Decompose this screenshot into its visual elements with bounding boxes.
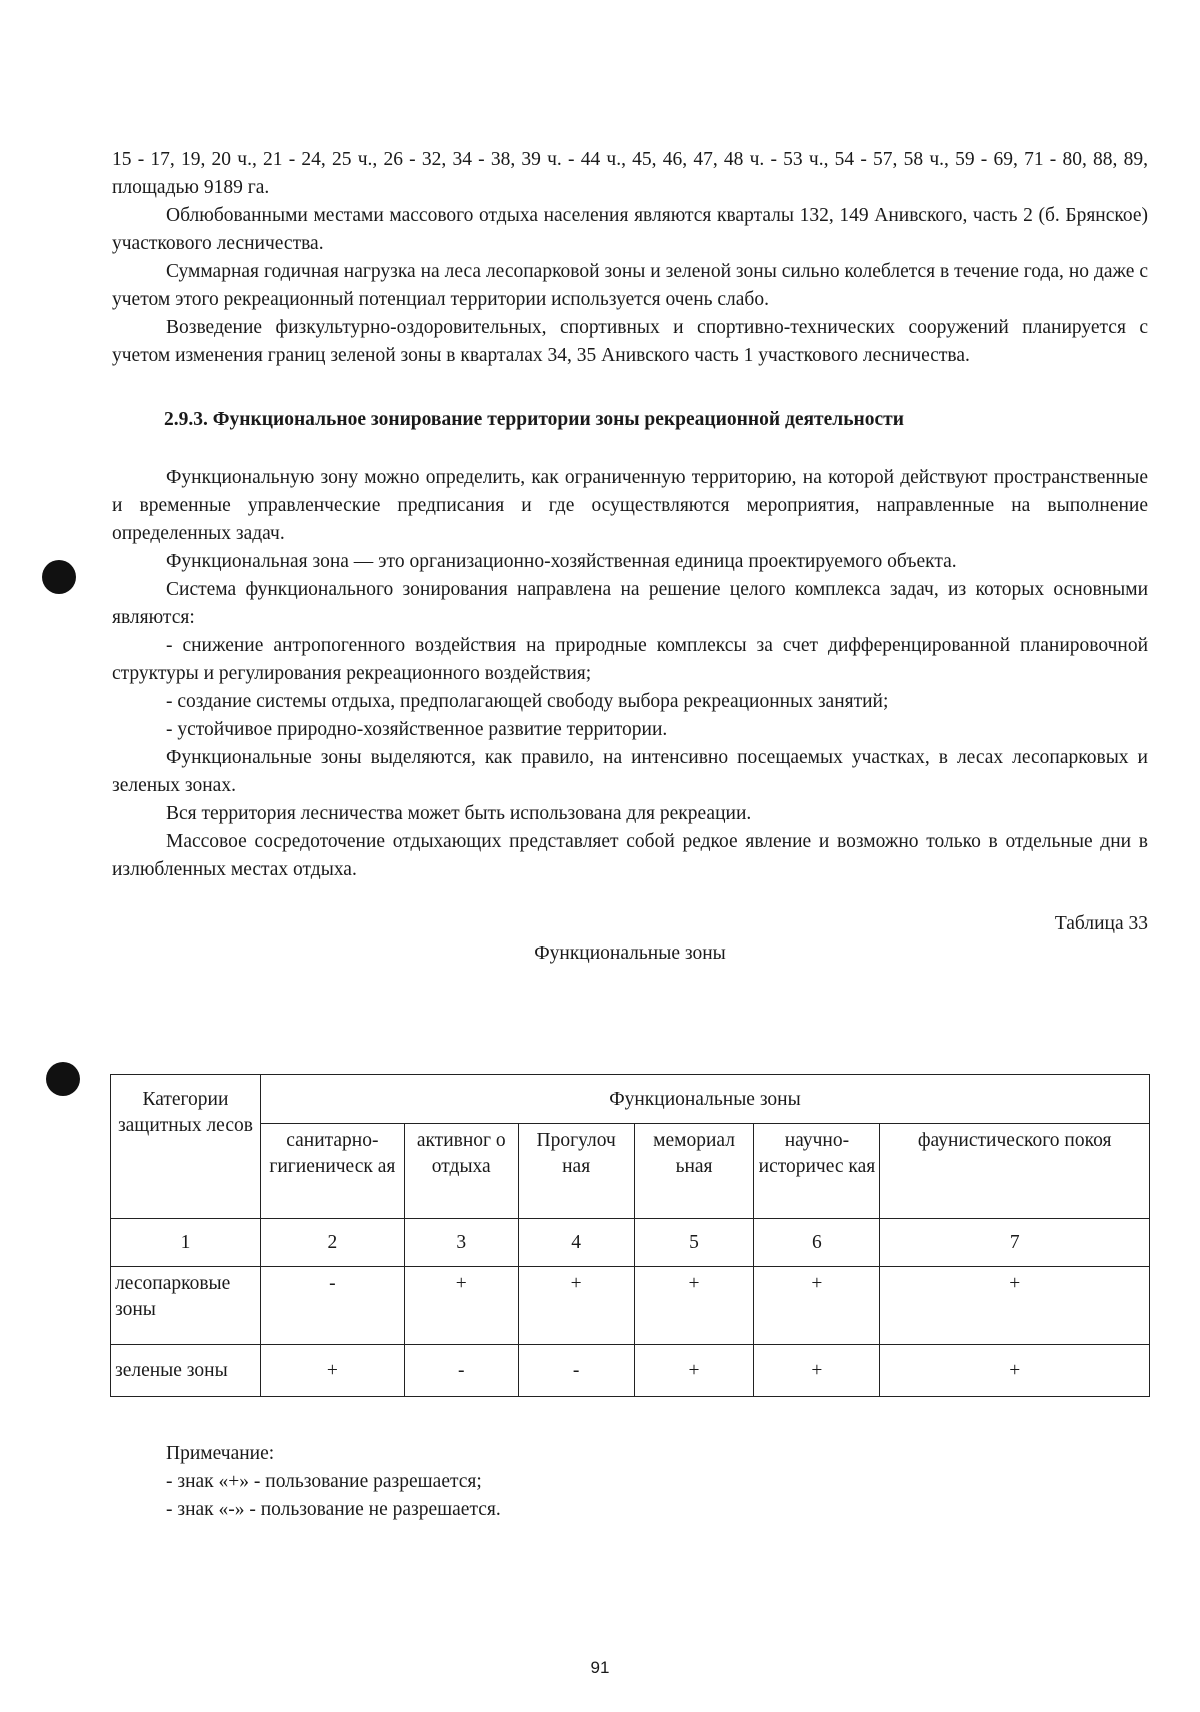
table-cell: + (880, 1345, 1150, 1397)
table-header-row (111, 1075, 1150, 1124)
list-item: - устойчивое природно-хозяйственное развитие территории. (166, 719, 668, 740)
note-title: Примечание: (166, 1443, 275, 1464)
table-title: Функциональные зоны (534, 943, 726, 964)
table-header-cell: мемориал ьная (634, 1124, 754, 1219)
paragraph: Возведение физкультурно-оздоровительных, спортивных и спортивно-технических сооружений планируется с учетом изменения границ зеленой зоны в кварталах 34, 35 Анивского часть 1 участкового лесничества. (112, 317, 1148, 366)
paragraph: Массовое сосредоточение отдыхающих представляет собой редкое явление и возможно только в отдельные дни в излюбленных местах отдыха. (112, 831, 1148, 880)
table-header-cell: Прогулоч ная (518, 1124, 634, 1219)
page-number: 91 (590, 1658, 610, 1677)
table-label: Таблица 33 (1054, 913, 1148, 934)
table-header-row (111, 1124, 1150, 1219)
note-line: - знак «-» - пользование не разрешается. (166, 1499, 501, 1520)
functional-zones-table (110, 1074, 1150, 1397)
table-header-cell: научно-историчес кая (754, 1124, 880, 1219)
table-header-cell: Функциональные зоны (260, 1075, 1149, 1124)
table-cell: + (754, 1345, 880, 1397)
list-item: - создание системы отдыха, предполагающей свободу выбора рекреационных занятий; (166, 691, 889, 712)
table-cell: 2 (260, 1219, 404, 1267)
document-body (112, 146, 1148, 968)
section-heading: 2.9.3. Функциональное зонирование территории зоны рекреационной деятельности (164, 409, 904, 430)
paragraph: Функциональная зона — это организационно-хозяйственная единица проектируемого объекта. (166, 551, 957, 572)
paragraph: Облюбованными местами массового отдыха населения являются кварталы 132, 149 Анивского, часть 2 (б. Брянское) участкового лесничества. (112, 205, 1148, 254)
table-cell: + (880, 1267, 1150, 1345)
table-cell: зеленые зоны (111, 1345, 261, 1397)
paragraph: Суммарная годичная нагрузка на леса лесопарковой зоны и зеленой зоны сильно колеблется в течение года, но даже с учетом этого рекреационный потенциал территории используется очень слабо. (112, 261, 1148, 310)
table-cell: 1 (111, 1219, 261, 1267)
punch-hole-bottom (46, 1062, 80, 1096)
table-cell: + (260, 1345, 404, 1397)
table-cell: - (404, 1345, 518, 1397)
table-cell: 4 (518, 1219, 634, 1267)
table-header-cell: фаунистического покоя (880, 1124, 1150, 1219)
paragraph: Система функционального зонирования направлена на решение целого комплекса задач, из которых основными являются: (112, 579, 1148, 628)
table-cell: 3 (404, 1219, 518, 1267)
table-cell: + (634, 1345, 754, 1397)
table-number-row (111, 1219, 1150, 1267)
paragraph: Функциональные зоны выделяются, как правило, на интенсивно посещаемых участках, в лесах лесопарковых и зеленых зонах. (112, 747, 1148, 796)
paragraph: Вся территория лесничества может быть использована для рекреации. (166, 803, 752, 824)
table-header-cell: санитарно-гигиеническ ая (260, 1124, 404, 1219)
table-cell: 6 (754, 1219, 880, 1267)
table-row (111, 1345, 1150, 1397)
table-row (111, 1267, 1150, 1345)
note-line: - знак «+» - пользование разрешается; (166, 1471, 482, 1492)
paragraph: 15 - 17, 19, 20 ч., 21 - 24, 25 ч., 26 - 32, 34 - 38, 39 ч. - 44 ч., 45, 46, 47, 48 ч. - 53 ч., 54 - 57, 58 ч., 59 - 69, 71 - 80, 88, 89, площадью 9189 га. (112, 149, 1148, 198)
table-cell: - (260, 1267, 404, 1345)
table-cell: + (754, 1267, 880, 1345)
table-header-cell: активног о отдыха (404, 1124, 518, 1219)
paragraph: Функциональную зону можно определить, как ограниченную территорию, на которой действуют пространственные и временные управленческие предписания и где осуществляются мероприятия, направленные на выполнение определенных задач. (112, 467, 1148, 544)
table-cell: + (404, 1267, 518, 1345)
list-item: - снижение антропогенного воздействия на природные комплексы за счет дифференцированной планировочной структуры и регулирования рекреационного воздействия; (112, 635, 1148, 684)
punch-hole-top (42, 560, 76, 594)
table-cell: - (518, 1345, 634, 1397)
table-cell: 7 (880, 1219, 1150, 1267)
table-cell: лесопарковые зоны (111, 1267, 261, 1345)
table-cell: + (518, 1267, 634, 1345)
table-cell: + (634, 1267, 754, 1345)
table-header-cell: Категории защитных лесов (111, 1075, 261, 1219)
table-cell: 5 (634, 1219, 754, 1267)
table-note (166, 1440, 501, 1524)
